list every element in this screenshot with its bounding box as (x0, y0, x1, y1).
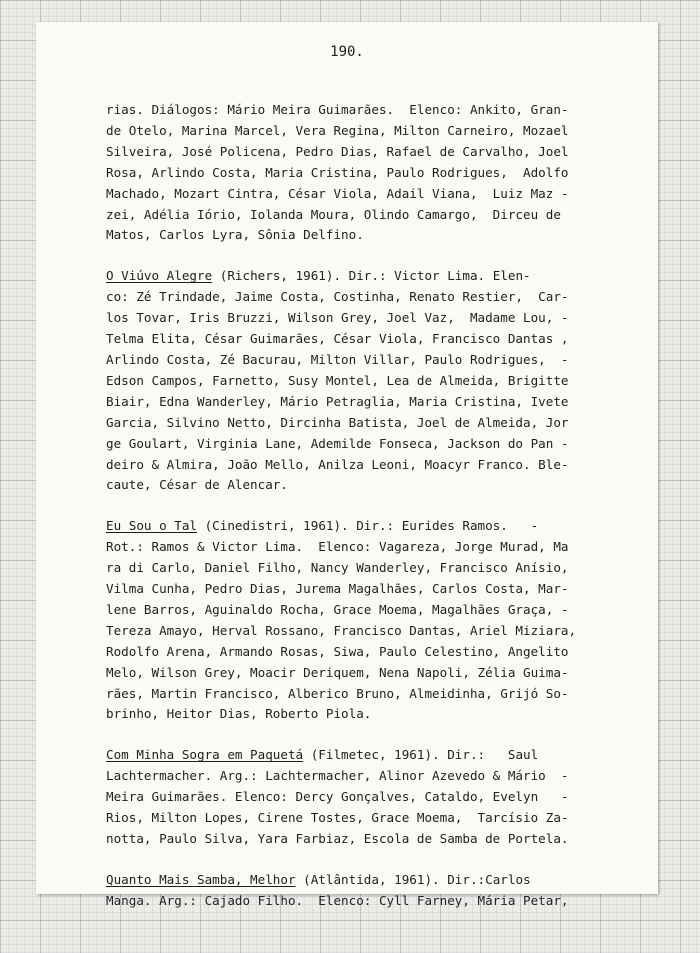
text-line: Melo, Wilson Grey, Moacir Deriquem, Nena Napoli, Zélia Guima- (106, 664, 569, 680)
paragraph-gap (106, 246, 624, 266)
document-page (36, 22, 658, 908)
paragraph-gap (106, 850, 624, 870)
text-line: Rot.: Ramos & Victor Lima. Elenco: Vagareza, Jorge Murad, Ma (106, 539, 569, 555)
text-line: Garcia, Silvino Netto, Dircinha Batista, Joel de Almeida, Jor (106, 414, 569, 430)
text-line: Vilma Cunha, Pedro Dias, Jurema Magalhães, Carlos Costa, Mar- (106, 581, 569, 597)
text-line: Manga. Arg.: Cajado Filho. Elenco: Cyll Farney, Mária Petar, (106, 892, 569, 908)
text-line: rias. Diálogos: Mário Meira Guimarães. Elenco: Ankito, Gran- (106, 102, 569, 117)
paragraph-gap (106, 725, 624, 745)
text-line: Rodolfo Arena, Armando Rosas, Siwa, Paulo Celestino, Angelito (106, 643, 569, 659)
text-line: Tereza Amayo, Herval Rossano, Francisco Dantas, Ariel Miziara, (106, 622, 577, 638)
text-line: deiro & Almira, João Mello, Anilza Leoni, Moacyr Franco. Ble- (106, 456, 569, 472)
text-line: lene Barros, Aguinaldo Rocha, Grace Moema, Magalhães Graça, - (106, 601, 569, 617)
text-line: Meira Guimarães. Elenco: Dercy Gonçalves, Cataldo, Evelyn - (106, 789, 569, 805)
text-line: Eu Sou o Tal (Cinedistri, 1961). Dir.: Eurides Ramos. - (106, 518, 539, 534)
text-line: notta, Paulo Silva, Yara Farbiaz, Escola de Samba de Portela. (106, 831, 569, 846)
text-line: Silveira, José Policena, Pedro Dias, Rafael de Carvalho, Joel (106, 143, 569, 159)
filmography-paragraph (106, 266, 624, 496)
filmography-paragraph (106, 745, 624, 850)
text-line: Machado, Mozart Cintra, César Viola, Adail Viana, Luiz Maz - (106, 185, 569, 201)
film-title: Quanto Mais Samba, Melhor (106, 871, 296, 887)
text-line: O Viúvo Alegre (Richers, 1961). Dir.: Victor Lima. Elen- (106, 268, 531, 284)
text-line: Biair, Edna Wanderley, Mário Petraglia, Maria Cristina, Ivete (106, 393, 569, 409)
body-text (106, 100, 624, 912)
text-line: ra di Carlo, Daniel Filho, Nancy Wanderley, Francisco Anísio, (106, 560, 569, 576)
text-line: los Tovar, Iris Bruzzi, Wilson Grey, Joel Vaz, Madame Lou, - (106, 310, 569, 326)
film-title: Com Minha Sogra em Paquetá (106, 747, 304, 763)
text-line: Telma Elita, César Guimarães, César Viola, Francisco Dantas , (106, 331, 569, 347)
text-line: rães, Martin Francisco, Alberico Bruno, Almeidinha, Grijó So- (106, 685, 569, 701)
film-title: Eu Sou o Tal (106, 518, 197, 534)
text-line: de Otelo, Marina Marcel, Vera Regina, Milton Carneiro, Mozael (106, 122, 569, 138)
text-line: Rosa, Arlindo Costa, Maria Cristina, Paulo Rodrigues, Adolfo (106, 164, 569, 180)
text-line: caute, César de Alencar. (106, 477, 288, 493)
filmography-paragraph (106, 516, 624, 725)
text-line: ge Goulart, Virginia Lane, Ademilde Fonseca, Jackson do Pan - (106, 435, 569, 451)
page-number: 190. (330, 44, 364, 60)
text-line: Rios, Milton Lopes, Cirene Tostes, Grace Moema, Tarcísio Za- (106, 810, 569, 826)
text-line: Quanto Mais Samba, Melhor (Atlântida, 1961). Dir.:Carlos (106, 871, 531, 887)
text-line: Arlindo Costa, Zé Bacurau, Milton Villar, Paulo Rodrigues, - (106, 351, 569, 367)
filmography-paragraph (106, 870, 624, 912)
text-line: Lachtermacher. Arg.: Lachtermacher, Alinor Azevedo & Mário - (106, 768, 569, 784)
text-line: co: Zé Trindade, Jaime Costa, Costinha, Renato Restier, Car- (106, 289, 569, 305)
text-line: Matos, Carlos Lyra, Sônia Delfino. (106, 227, 364, 243)
text-line: Edson Campos, Farnetto, Susy Montel, Lea de Almeida, Brigitte (106, 372, 569, 388)
text-line: Com Minha Sogra em Paquetá (Filmetec, 1961). Dir.: Saul (106, 747, 539, 763)
text-line: zei, Adélia Iório, Iolanda Moura, Olindo Camargo, Dirceu de (106, 206, 561, 222)
paragraph-gap (106, 496, 624, 516)
filmography-paragraph (106, 100, 624, 246)
text-line: brinho, Heitor Dias, Roberto Piola. (106, 706, 372, 722)
film-title: O Viúvo Alegre (106, 268, 213, 284)
